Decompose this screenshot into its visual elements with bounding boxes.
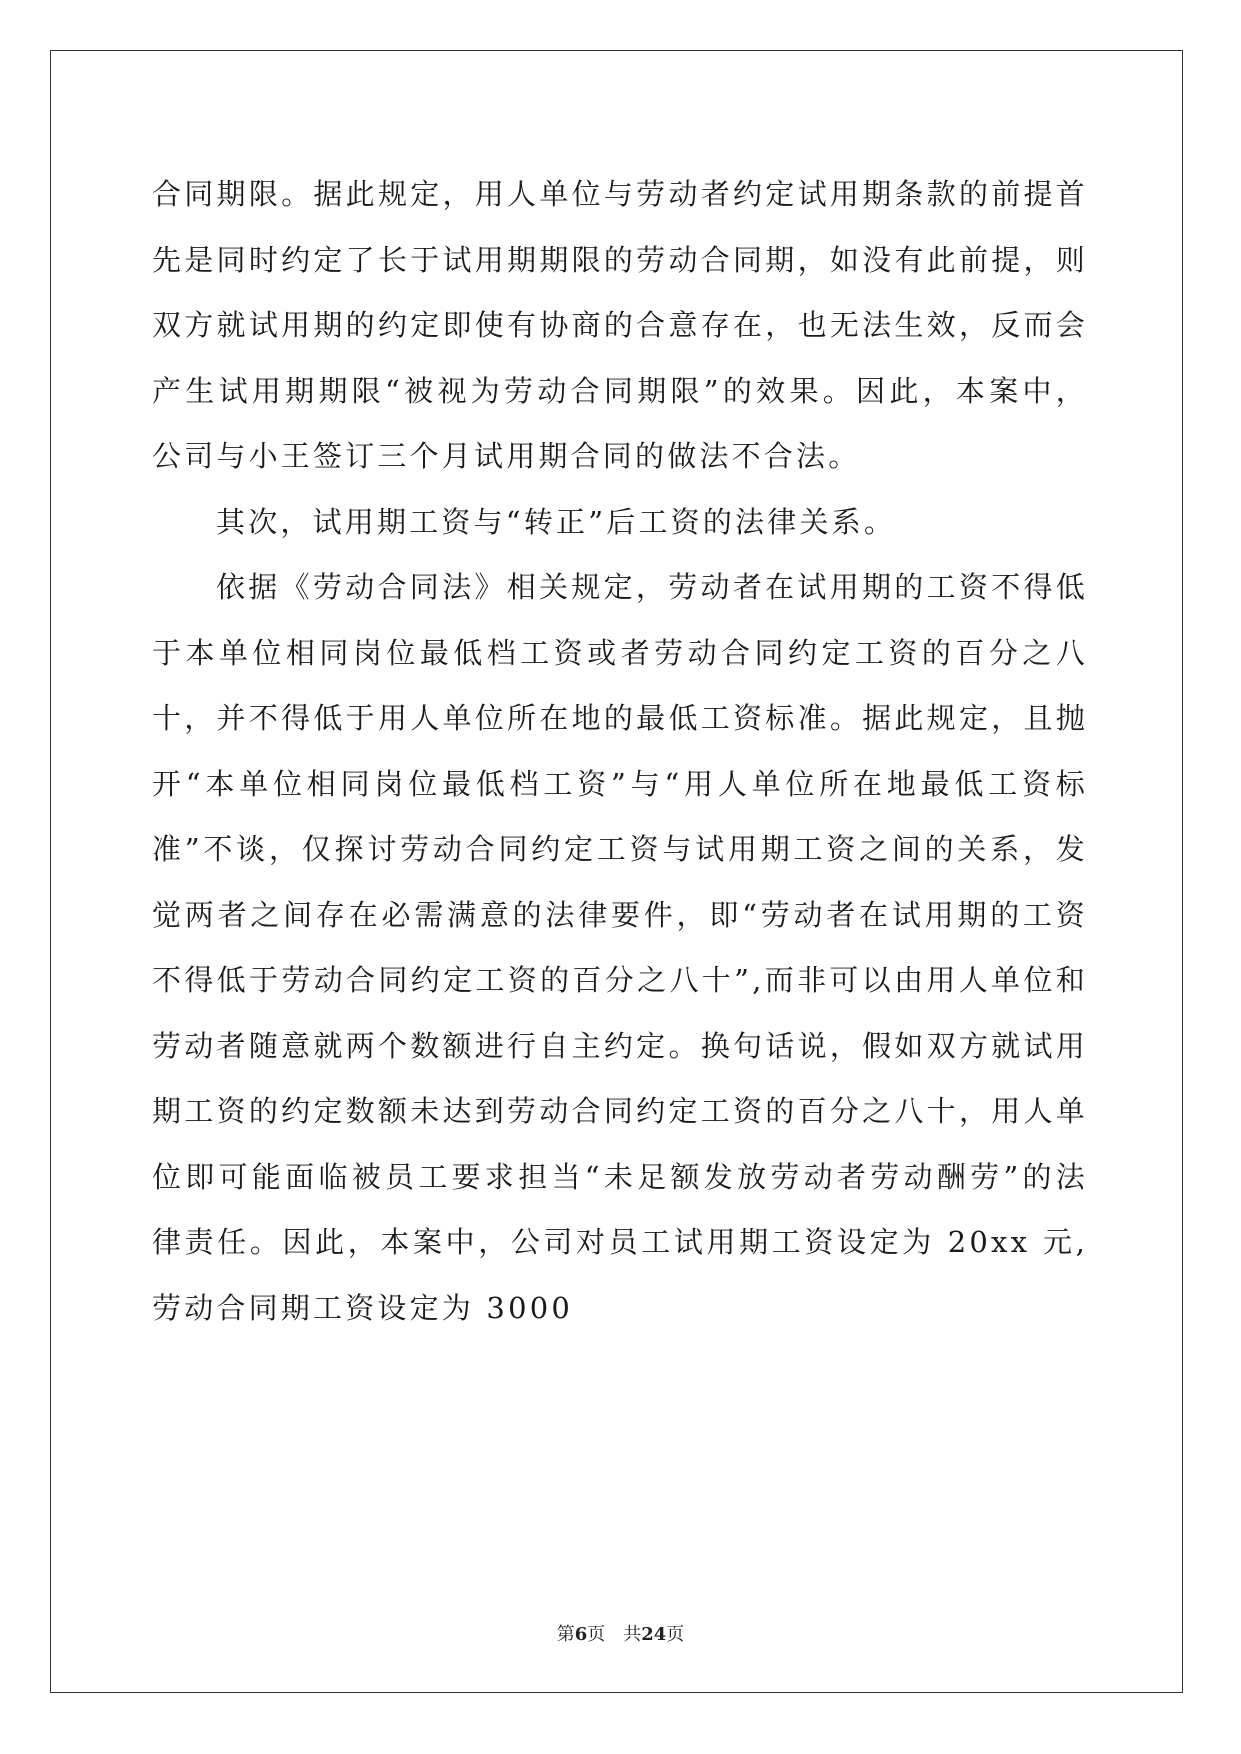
page-footer <box>0 1620 1241 1646</box>
footer-total-prefix: 共 <box>623 1624 642 1645</box>
document-body <box>152 162 1088 1341</box>
paragraph-3: 依据《劳动合同法》相关规定，劳动者在试用期的工资不得低于本单位相同岗位最低档工资或者劳动合同约定工资的百分之八十，并不得低于用人单位所在地的最低工资标准。据此规定，且抛开“本单位相同岗位最低档工资”与“用人单位所在地最低工资标准”不谈，仅探讨劳动合同约定工资与试用期工资之间的关系，发觉两者之间存在必需满意的法律要件，即“劳动者在试用期的工资不得低于劳动合同约定工资的百分之八十”,而非可以由用人单位和劳动者随意就两个数额进行自主约定。换句话说，假如双方就试用期工资的约定数额未达到劳动合同约定工资的百分之八十，用人单位即可能面临被员工要求担当“未足额发放劳动者劳动酬劳”的法律责任。因此，本案中，公司对员工试用期工资设定为 20xx 元,劳动合同期工资设定为 3000 <box>152 570 1088 1325</box>
paragraph-2: 其次，试用期工资与“转正”后工资的法律关系。 <box>216 504 897 539</box>
footer-page-suffix: 页 <box>587 1624 606 1645</box>
paragraph-1: 合同期限。据此规定，用人单位与劳动者约定试用期条款的前提首先是同时约定了长于试用期期限的劳动合同期，如没有此前提，则双方就试用期的约定即使有协商的合意存在，也无法生效，反而会产生试用期期限“被视为劳动合同期限”的效果。因此，本案中，公司与小王签订三个月试用期合同的做法不合法。 <box>152 177 1088 473</box>
current-page-number: 6 <box>574 1624 588 1645</box>
total-page-count: 24 <box>641 1624 667 1645</box>
footer-total-suffix: 页 <box>666 1624 685 1645</box>
footer-prefix: 第 <box>556 1624 575 1645</box>
